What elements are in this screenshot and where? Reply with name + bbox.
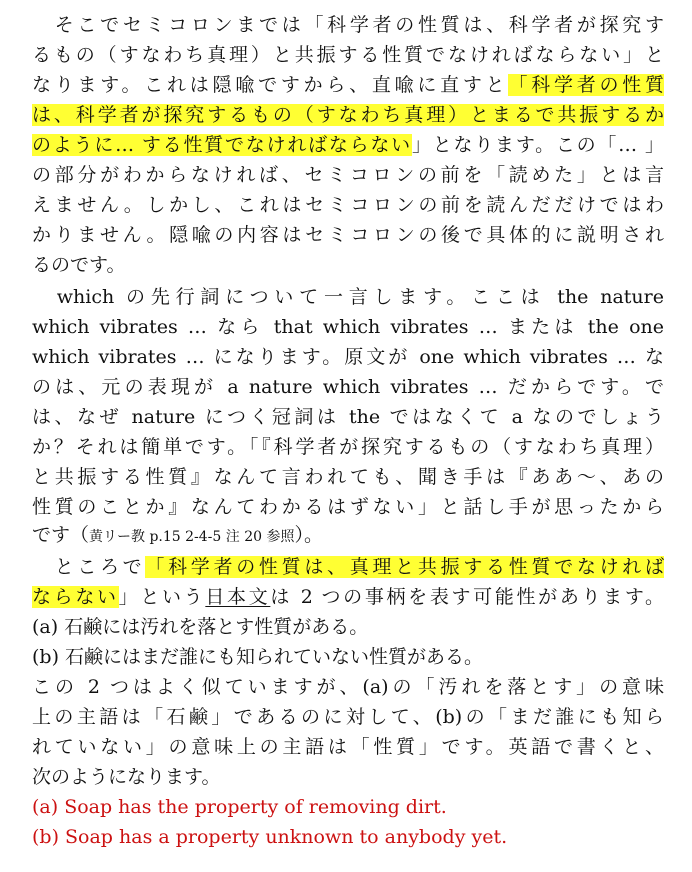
text-run: れていない」の意味上の主語は「性質」です。英語で書くと、 (32, 736, 664, 758)
text-line (32, 520, 664, 550)
text-run: 」となります。この「… 」 (411, 134, 664, 156)
text-line (32, 582, 664, 612)
text-run: は、なぜ nature につく冠詞は the ではなくて a なのでしょう (32, 406, 664, 428)
text-line (32, 372, 664, 402)
text-line (32, 100, 664, 130)
text-line (32, 40, 664, 70)
text-run: 上の主語は「石鹸」であるのに対して、(b)の「まだ誰にも知ら (32, 706, 664, 728)
text-line (32, 312, 664, 342)
example-b: (b) 石鹸にはまだ誰にも知られていない性質がある。 (32, 646, 484, 668)
text-line (32, 190, 664, 220)
text-run: 次のようになります。 (32, 766, 221, 788)
text-run: 」という (118, 586, 206, 608)
text-line (32, 462, 664, 492)
text-run: かりません。隠喩の内容はセミコロンの後で具体的に説明され (32, 224, 664, 246)
text-line (32, 822, 664, 852)
highlighted-text: 「科学者の性質 (508, 74, 664, 96)
highlighted-text: のように… する性質でなければならない (32, 134, 412, 156)
text-run: ）。 (294, 524, 324, 546)
text-run: which vibrates … なら that which vibrates … または the one (32, 316, 664, 338)
text-run: の部分がわからなければ、セミコロンの前を「読めた」とは言 (32, 164, 664, 186)
text-line (32, 642, 664, 672)
text-line (32, 492, 664, 522)
text-line (32, 130, 664, 160)
text-line (32, 10, 664, 40)
text-line (32, 762, 664, 792)
text-run: 性質のことか』なんてわかるはずない」と話し手が思ったから (32, 496, 664, 518)
example-a: (a) 石鹸には汚れを落とす性質がある。 (32, 616, 369, 638)
text-line (32, 220, 664, 250)
text-line (32, 672, 664, 702)
text-run: か？それは簡単です。「『科学者が探究するもの（すなわち真理） (32, 436, 664, 458)
text-run: which の先行詞について一言します。ここは the nature (32, 286, 664, 308)
english-example-a: (a) Soap has the property of removing dirt. (32, 796, 447, 818)
text-line (32, 732, 664, 762)
english-example-b: (b) Soap has a property unknown to anybody yet. (32, 826, 508, 848)
text-run: は 2 つの事柄を表す可能性があります。 (270, 586, 664, 608)
text-run: そこでセミコロンまでは「科学者の性質は、科学者が探究す (32, 14, 664, 36)
text-run: ところで (32, 556, 146, 578)
text-run: るのです。 (32, 254, 126, 276)
text-line (32, 342, 664, 372)
text-line (32, 70, 664, 100)
text-run: which vibrates … になります。原文が one which vibrates … な (32, 346, 664, 368)
text-line (32, 702, 664, 732)
text-run: のは、元の表現が a nature which vibrates … だからです。で (32, 376, 664, 398)
text-line (32, 402, 664, 432)
highlighted-text: 「科学者の性質は、真理と共振する性質でなければ (145, 556, 664, 578)
text-run: えません。しかし、これはセミコロンの前を読んだだけではわ (32, 194, 664, 216)
text-run: なります。これは隠喩ですから、直喩に直すと (32, 74, 509, 96)
text-line (32, 160, 664, 190)
highlighted-text: ならない (32, 586, 119, 608)
text-run: です（ (32, 524, 90, 546)
text-run: るもの（すなわち真理）と共振する性質でなければならない」と (32, 44, 664, 66)
underlined-text: 日本文 (205, 586, 271, 608)
text-line (32, 792, 664, 822)
text-line (32, 250, 664, 280)
reference-note: 黄リー教 p.15 2-4-5 注 20 参照 (89, 529, 295, 545)
text-line (32, 612, 664, 642)
text-line (32, 282, 664, 312)
text-line (32, 552, 664, 582)
highlighted-text: は、科学者が探究するもの（すなわち真理）とまるで共振するか (32, 104, 664, 126)
text-run: と共振する性質』なんて言われても、聞き手は『ああ～、あの (32, 466, 664, 488)
text-run: この 2 つはよく似ていますが、(a)の「汚れを落とす」の意味 (32, 676, 664, 698)
text-line (32, 432, 664, 462)
